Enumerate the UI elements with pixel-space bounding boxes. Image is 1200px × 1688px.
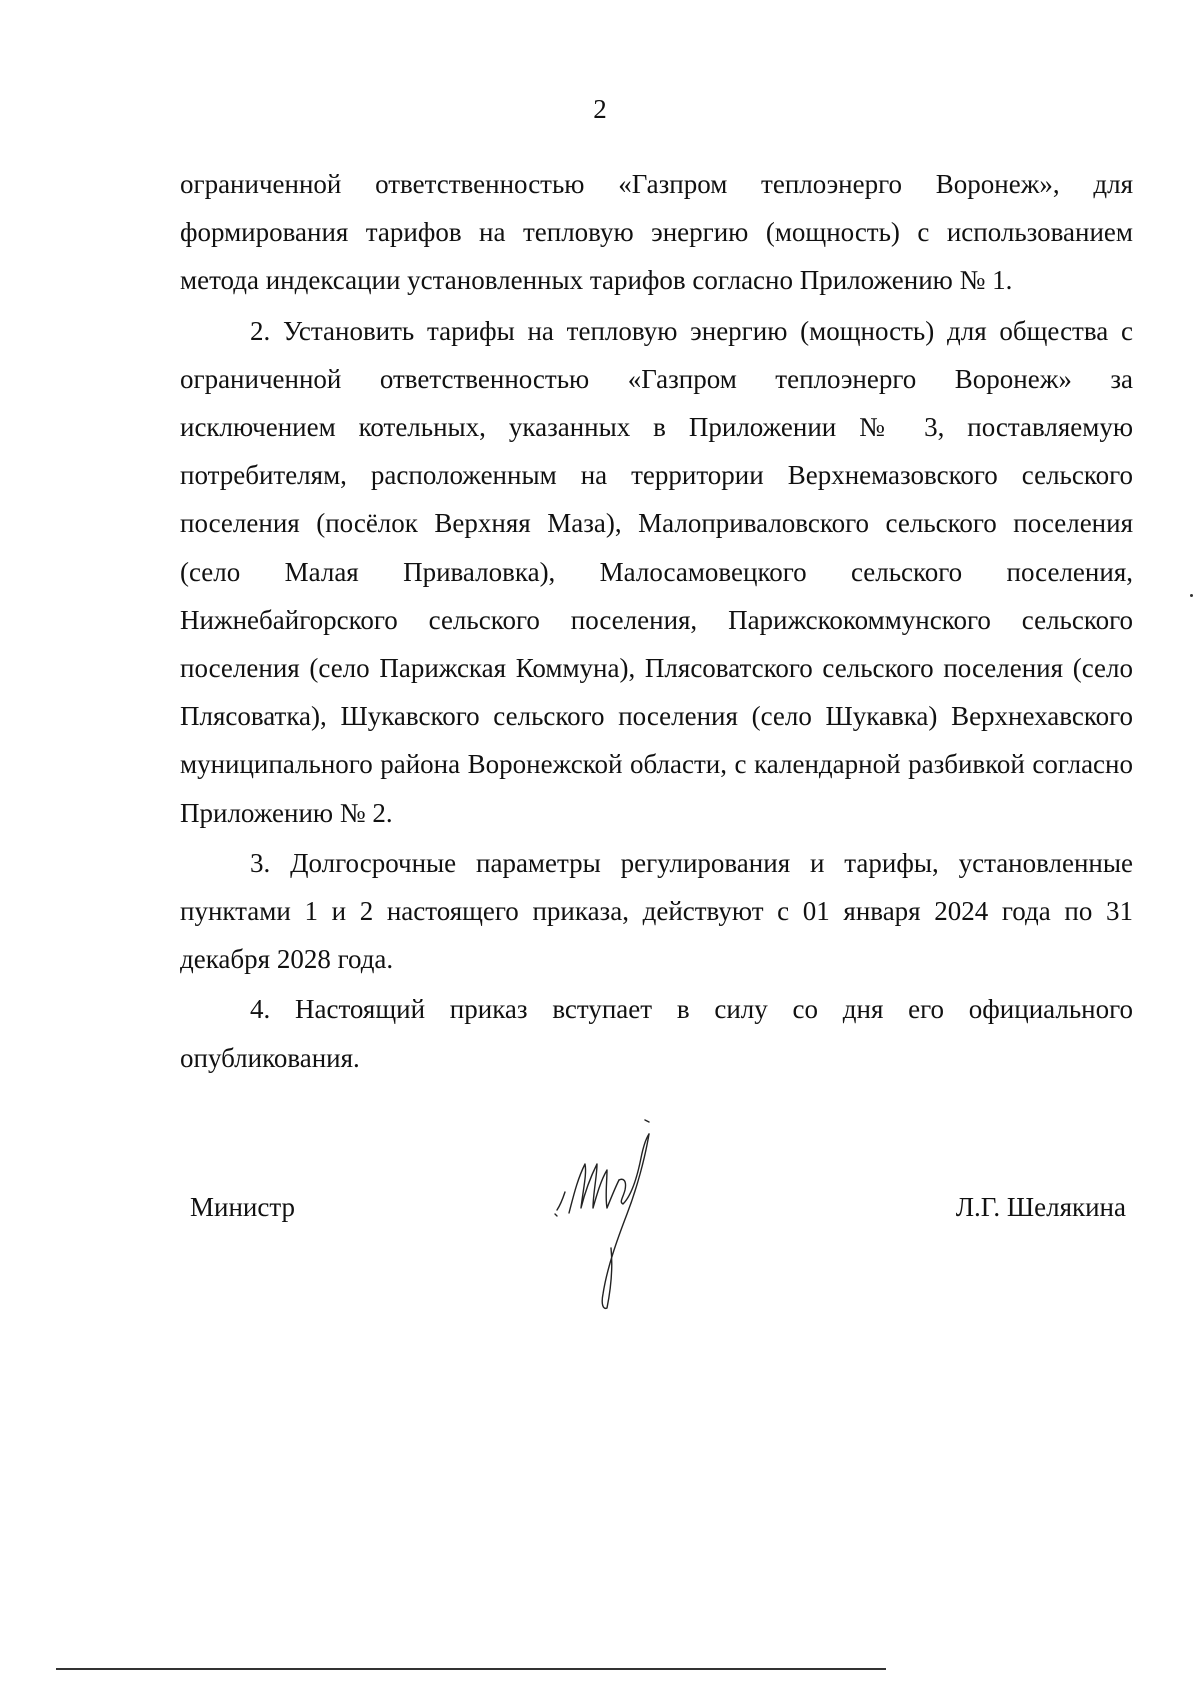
paragraph-item-2: 2. Установить тарифы на тепловую энергию (мощность) для общества с ограниченной ответственностью «Газпром теплоэнерго Воронеж» за исключением котельных, указанных в Приложении № 3, поставляемую потребителям, расположенным на территории Верхнемазовского сельского поселения (посёлок Верхняя Маза), Малоприваловского сельского поселения (село Малая Приваловка), Малосамовецкого сельского поселения, Нижнебайгорского сельского поселения, Парижскокоммунского сельского поселения (село Парижская Коммуна), Плясоватского сельского поселения (село Плясоватка), Шукавского сельского поселения (село Шукавка) Верхнехавского муниципального района Воронежской области, с календарной разбивкой согласно Приложению № 2. xyxy=(180,315,1133,828)
paragraph-continuation: ограниченной ответственностью «Газпром теплоэнерго Воронеж», для формирования тарифов на тепловую энергию (мощность) с использованием метода индексации установленных тарифов согласно Приложению № 1. xyxy=(180,169,1133,296)
bottom-scan-line xyxy=(56,1668,886,1670)
page-number: 2 xyxy=(593,94,607,124)
signatory-name: Л.Г. Шелякина xyxy=(955,1192,1126,1222)
document-body xyxy=(180,160,1133,1082)
paragraph-item-3: 3. Долгосрочные параметры регулирования и тарифы, установленные пунктами 1 и 2 настоящего приказа, действуют с 01 января 2024 года по 31 декабря 2028 года. xyxy=(180,847,1133,975)
signature-block xyxy=(0,1118,1200,1318)
handwritten-signature xyxy=(545,1118,705,1318)
scan-artifact-dot xyxy=(1190,594,1193,597)
signatory-role: Министр xyxy=(190,1192,295,1222)
paragraph-item-4: 4. Настоящий приказ вступает в силу со дня его официального опубликования. xyxy=(180,994,1133,1073)
